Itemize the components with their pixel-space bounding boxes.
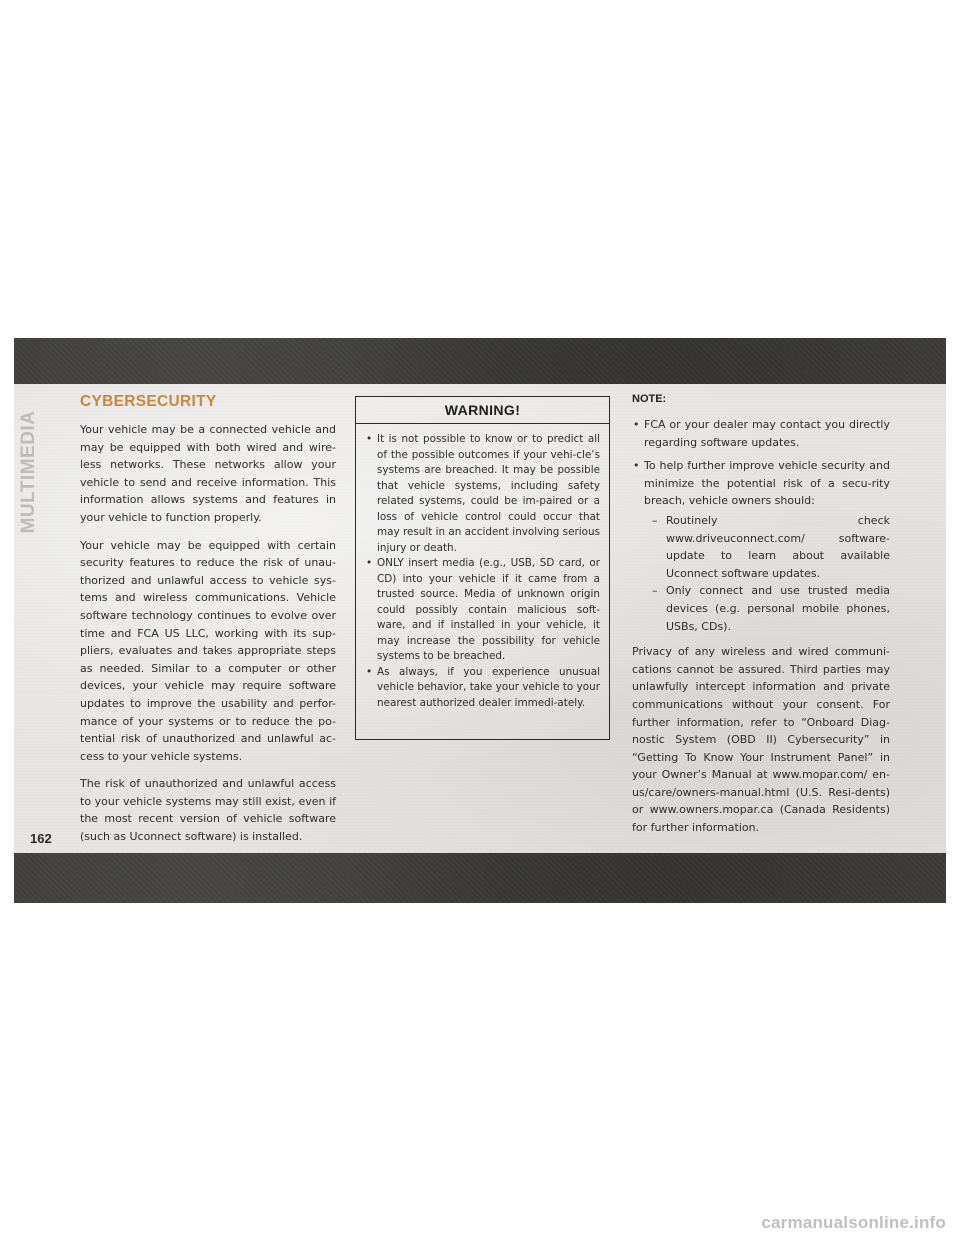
paragraph: Your vehicle may be equipped with certain security features to reduce the risk of unau-thorized and unlawful access to vehicle sys-tems and wireless communications. Vehicle software technology continues to evolve over time and FCA US LLC, working with its sup-pliers, evaluates and takes appropriate steps as needed. Similar to a computer or other devices, your vehicle may require software updates to improve the usability and perfor-mance of your systems or to reduce the po-tential risk of unauthorized and unlawful ac-cess to your vehicle systems. bbox=[80, 538, 336, 763]
paragraph: Your vehicle may be a connected vehicle and may be equipped with both wired and wire-less networks. These networks allow your vehicle to send and receive information. This information allows systems and features in your vehicle to function properly. bbox=[80, 423, 336, 524]
warning-item: • It is not possible to know or to predict all of the possible outcomes if your vehi-cle’s systems are breached. It may be possible that vehicle systems, including safety related systems, could be im-paired or a loss of vehicle control could occur that may result in an accident involving serious injury or death. bbox=[365, 432, 600, 556]
right-column bbox=[632, 392, 890, 847]
warning-box bbox=[355, 396, 610, 740]
note-sub-bullet: – Only connect and use trusted media devices (e.g. personal mobile phones, USBs, CDs). bbox=[644, 582, 890, 635]
warning-title: WARNING! bbox=[356, 397, 609, 424]
header-band bbox=[14, 338, 946, 384]
side-tab bbox=[14, 392, 44, 552]
footer-band bbox=[14, 853, 946, 903]
note-bullet: • FCA or your dealer may contact you directly regarding software updates. bbox=[632, 416, 890, 451]
warning-item: • As always, if you experience unusual vehicle behavior, take your vehicle to your nearest authorized dealer immedi-ately. bbox=[365, 665, 600, 712]
paragraph: The risk of unauthorized and unlawful access to your vehicle systems may still exist, even if the most recent version of vehicle software (such as Uconnect software) is installed. bbox=[80, 777, 336, 844]
note-bullets bbox=[632, 416, 890, 635]
left-column bbox=[80, 392, 336, 856]
warning-item: • ONLY insert media (e.g., USB, SD card, or CD) into your vehicle if it came from a trusted source. Media of unknown origin could possibly contain malicious soft-ware, and if installed in your vehicle, it may increase the possibility for vehicle systems to be breached. bbox=[365, 556, 600, 665]
watermark: carmanualsonline.info bbox=[761, 1213, 946, 1232]
note-bullet-text: To help further improve vehicle security and minimize the potential risk of a secu-rity breach, vehicle owners should: bbox=[644, 459, 890, 508]
note-sub-bullets bbox=[644, 512, 890, 635]
note-title: NOTE: bbox=[632, 393, 667, 405]
page-number: 162 bbox=[30, 831, 52, 846]
warning-list bbox=[356, 424, 609, 711]
section-heading: CYBERSECURITY bbox=[80, 393, 217, 410]
note-paragraph: Privacy of any wireless and wired communi-cations cannot be assured. Third parties may unlawfully intercept information and private communications without your consent. For further information, refer to “Onboard Diag-nostic System (OBD II) Cybersecurity” in “Getting To Know Your Instrument Panel” in your Owner’s Manual at www.mopar.com/ en-us/care/owners-manual.html (U.S. Resi-dents) or www.owners.mopar.ca (Canada Residents) for further information. bbox=[632, 645, 890, 835]
note-bullet bbox=[632, 457, 890, 635]
note-sub-bullet: – Routinely check www.driveuconnect.com/ software-update to learn about available Uconnect software updates. bbox=[644, 512, 890, 582]
side-tab-label: MULTIMEDIA bbox=[18, 410, 39, 534]
